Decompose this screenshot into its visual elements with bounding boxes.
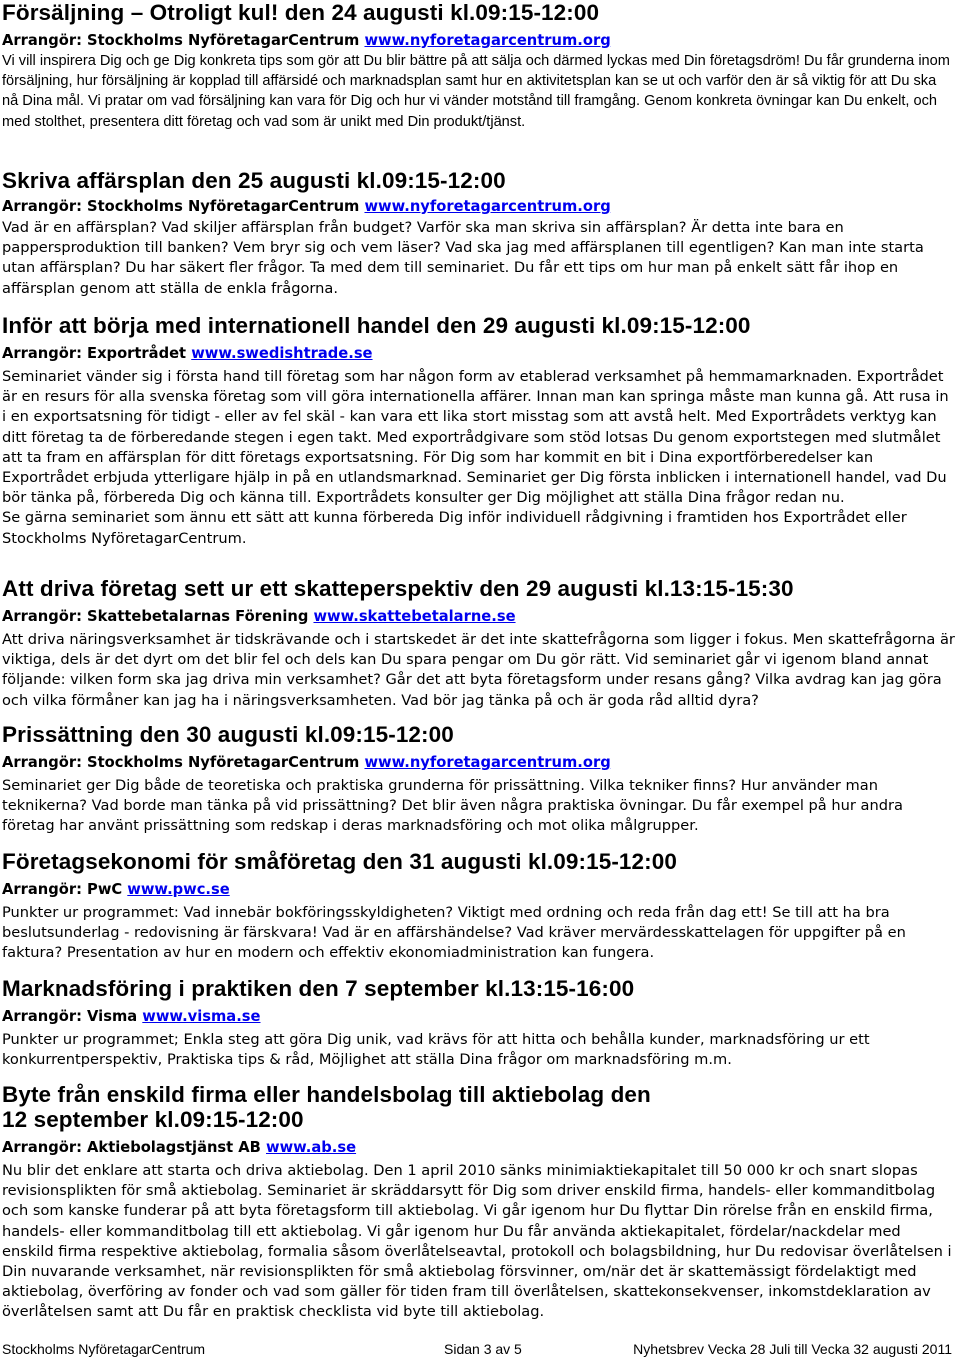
event-forsaljning	[2, 0, 956, 132]
organizer-label: Arrangör: Aktiebolagstjänst AB	[2, 1139, 261, 1156]
event-title: Att driva företag sett ur ett skatteperspektiv den 29 augusti kl.13:15-15:30	[2, 576, 794, 601]
organizer-line	[2, 880, 956, 900]
event-description: Punkter ur programmet: Vad innebär bokföringsskyldigheten? Viktigt med ordning och reda från dag ett! Se till att ha bra beslutsunderlag - redovisning är färskvara! Vad är en affärshändelse? Vad kräver mervärdesskattelagen för uppgifter på en faktura? Presentation av hur en modern och effektiv ekonomiadministration kan fungera.	[2, 904, 906, 962]
organizer-label: Arrangör: Stockholms NyföretagarCentrum	[2, 754, 360, 771]
organizer-link[interactable]: www.pwc.se	[127, 881, 230, 898]
event-description: Seminariet ger Dig både de teoretiska och praktiska grunderna för prissättning. Vilka tekniker finns? Hur använder man teknikerna? Vad borde man tänka på vid prissättning? Det blir även några praktiska övningar. Du får exempel på hur andra företag har använt prissättning som redskap i deras marknadsföring och mot olika målgrupper.	[2, 777, 903, 835]
organizer-link[interactable]: www.swedishtrade.se	[191, 345, 373, 362]
event-description: Punkter ur programmet; Enkla steg att göra Dig unik, vad krävs för att hitta och behålla kunder, marknadsföring ur ett konkurrentperspektiv, Praktiska tips & råd, Möjlighet att ställa Dina frågor om marknadsföring m.m.	[2, 1031, 870, 1069]
event-description: Seminariet vänder sig i första hand till företag som har någon form av etablerad verksamhet på hemmamarknaden. Exportrådet är en resurs för alla svenska företag som vill göra internationella affärer. Innan man kan springa måste man kunna gå. Att rusa in i en exportsatsning för tidigt - eller av fel skäl - kan vara ett lika stort misstag som att avstå helt. Med Exportrådets verktyg kan ditt företag ta de förberedande stegen i egen takt. Med exportrådgivare som stöd lotsas Du genom exportstegen med slutmålet att ta fram en affärsplan för ditt företags exportsatsning. För Dig som har kommit en bit i Dina exportförberedelser kan Exportrådet erbjuda ytterligare hjälp in på en utlandsmarknad. Seminariet ger Dig första inblicken i internationell handel, vad Du bör tänka på, förbereda Dig och känna till. Exportrådets konsulter ger Dig möjlighet att ställa Dina frågor redan nu.	[2, 368, 949, 507]
event-foretagsekonomi	[2, 849, 956, 964]
event-title: Företagsekonomi för småföretag den 31 augusti kl.09:15-12:00	[2, 849, 677, 874]
organizer-line	[2, 753, 956, 773]
organizer-line	[2, 1138, 956, 1158]
organizer-line	[2, 1007, 956, 1027]
organizer-link[interactable]: www.ab.se	[266, 1139, 357, 1156]
organizer-line	[2, 607, 956, 627]
organizer-label: Arrangör: Exportrådet	[2, 345, 187, 362]
event-title: Försäljning – Otroligt kul! den 24 augusti kl.09:15-12:00	[2, 0, 600, 25]
event-marknadsforing	[2, 976, 956, 1070]
footer-organization: Stockholms NyföretagarCentrum	[2, 1341, 206, 1357]
organizer-link[interactable]: www.nyforetagarcentrum.org	[364, 754, 611, 771]
event-byte-till-aktiebolag	[2, 1082, 956, 1323]
organizer-label: Arrangör: Visma	[2, 1008, 138, 1025]
organizer-label: Arrangör: PwC	[2, 881, 123, 898]
event-title: Inför att börja med internationell handel den 29 augusti kl.09:15-12:00	[2, 313, 751, 338]
organizer-label: Arrangör: Stockholms NyföretagarCentrum	[2, 198, 360, 215]
event-title: Skriva affärsplan den 25 augusti kl.09:15-12:00	[2, 168, 506, 193]
event-description: Att driva näringsverksamhet är tidskrävande och i startskedet är det inte skattefrågorna som ligger i fokus. Men skattefrågorna är viktiga, dels är det dyrt om det blir fel och dels kan Du spara pengar om Du gör rätt. Vid seminariet går vi igenom bland annat följande: vilken form ska jag driva min verksamhet? Går det att byta företagsform under resans gång? Vilka avdrag kan jag göra och vilka förmåner kan jag ha i näringsverksamheten. Vad bör jag tänka på och är goda råd alltid dyra?	[2, 631, 955, 709]
event-description-extra: Se gärna seminariet som ännu ett sätt att kunna förbereda Dig inför individuell rådgivning i framtiden hos Exportrådet eller Stockholms NyföretagarCentrum.	[2, 509, 907, 547]
footer-newsletter-period: Nyhetsbrev Vecka 28 Juli till Vecka 32 augusti 2011	[633, 1341, 952, 1357]
event-title: Byte från enskild firma eller handelsbolag till aktiebolag den 12 september kl.09:15-12:00	[2, 1082, 651, 1132]
event-skatteperspektiv	[2, 576, 956, 711]
organizer-line	[2, 197, 956, 217]
organizer-link[interactable]: www.nyforetagarcentrum.org	[364, 198, 611, 215]
organizer-line	[2, 344, 956, 364]
event-internationell-handel	[2, 313, 956, 549]
organizer-label: Arrangör: Skattebetalarnas Förening	[2, 608, 309, 625]
event-title: Marknadsföring i praktiken den 7 september kl.13:15-16:00	[2, 976, 635, 1001]
footer-page-number: Sidan 3 av 5	[444, 1341, 522, 1357]
event-description: Vi vill inspirera Dig och ge Dig konkreta tips som gör att Du blir bättre på att sälja och därmed lyckas med Din företagsdröm! Du får grunderna inom försäljning, hur försäljning är kopplad till affärsidé och marknadsplan samt hur en aktivitetsplan kan se ut och varför den är så viktig för att Du ska nå Dina mål. Vi pratar om vad försäljning kan vara för Dig och hur vi vänder motstånd till framgång. Genom konkreta övningar kan Du enkelt, och med stolthet, presentera ditt företag och vad som är unikt med Din produkt/tjänst.	[2, 53, 950, 130]
event-prissattning	[2, 722, 956, 837]
event-description: Nu blir det enklare att starta och driva aktiebolag. Den 1 april 2010 sänks minimiaktiekapitalet till 50 000 kr och snart slopas revisionsplikten för små aktiebolag. Seminariet är skräddarsytt för Dig som driver enskild firma, handels- eller kommanditbolag och som kanske funderar på att byta företagsform till aktiebolag. Vi går igenom hur Du flyttar Din rörelse från en enskild firma, handels- eller kommanditbolag till ett aktiebolag. Vi går igenom hur Du får använda aktiekapitalet, fördelar/nackdelar med enskild firma respektive aktiebolag, formalia såsom överlåtelseavtal, protokoll och bolagsbildning, hur Du redovisar överlåtelsen i Din nuvarande verksamhet, när revisionsplikten för små aktiebolag försvinner, om/när det är skattemässigt fördelaktigt med aktiebolag, överföring av fonder och vad som gäller för tiden fram till överlåtelsen, skattekonsekvenser, inkomstdeklaration av överlåtelsen samt att Du får en praktisk checklista vid byte till aktiebolag.	[2, 1162, 952, 1321]
event-title: Prissättning den 30 augusti kl.09:15-12:00	[2, 722, 454, 747]
organizer-link[interactable]: www.nyforetagarcentrum.org	[364, 32, 611, 49]
organizer-link[interactable]: www.skattebetalarne.se	[313, 608, 516, 625]
organizer-link[interactable]: www.visma.se	[142, 1008, 261, 1025]
event-affarsplan	[2, 168, 956, 299]
event-description: Vad är en affärsplan? Vad skiljer affärsplan från budget? Varför ska man skriva sin affärsplan? Är detta inte bara en pappersproduktion till banken? Vem bryr sig och vem läser? Vad ska jag med affärsplanen till egentligen? Kan man inte starta utan affärsplan? Du har säkert fler frågor. Ta med dem till seminariet. Du får ett tips om hur man på enkelt sätt får ihop en affärsplan genom att ställa de enkla frågorna.	[2, 219, 924, 297]
organizer-line	[2, 31, 956, 51]
organizer-label: Arrangör: Stockholms NyföretagarCentrum	[2, 32, 360, 49]
